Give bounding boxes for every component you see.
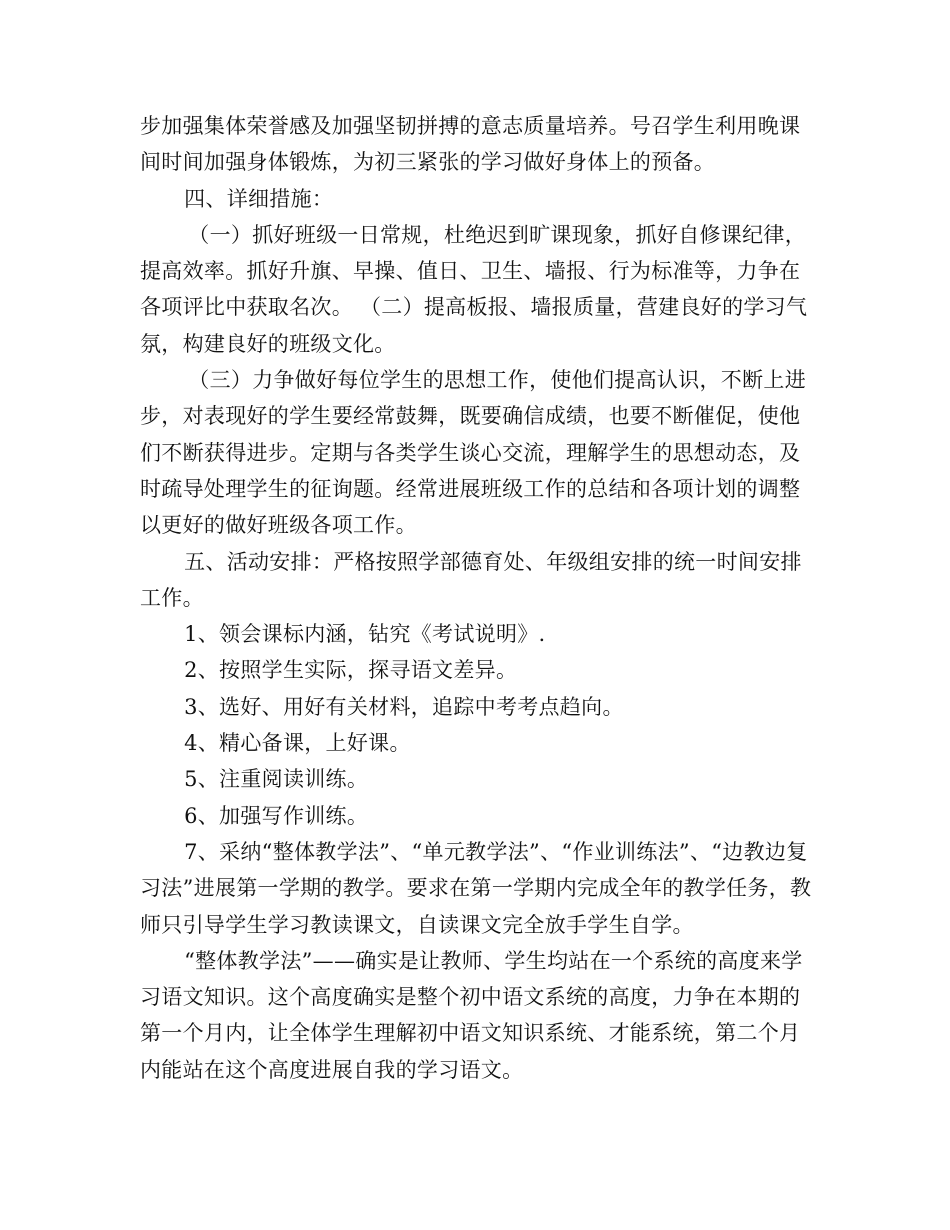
list-item-6: 6、加强写作训练。: [184, 803, 369, 828]
list-item-3: 3、选好、用好有关材料，追踪中考考点趋向。: [184, 694, 624, 719]
list-item-4: 4、精心备课，上好课。: [184, 731, 411, 756]
paragraph-continued: 步加强集体荣誉感及加强坚韧拼搏的意志质量培养。号召学生利用晚课间时间加强身体锻炼，为初三紧张的学习做好身体上的预备。: [140, 114, 801, 175]
heading-measures: 四、详细措施：: [184, 186, 334, 211]
document-body: [140, 108, 812, 1088]
list-item-2: 2、按照学生实际，探寻语文差异。: [184, 658, 518, 683]
list-item-5: 5、注重阅读训练。: [184, 767, 369, 792]
heading-activities: 五、活动安排：严格按照学部德育处、年级组安排的统一时间安排工作。: [140, 549, 802, 610]
paragraph-measure-1-2: （一）抓好班级一日常规，杜绝迟到旷课现象，抓好自修课纪律，提高效率。抓好升旗、早操、值日、卫生、墙报、行为标准等，力争在各项评比中获取名次。 （二）提高板报、墙报质量，营建良好的学习气氛，构建良好的班级文化。: [140, 222, 808, 356]
paragraph-whole-teaching: “整体教学法”——确实是让教师、学生均站在一个系统的高度来学习语文知识。这个高度确实是整个初中语文系统的高度，力争在本期的第一个月内，让全体学生理解初中语文知识系统、才能系统，第二个月内能站在这个高度进展自我的学习语文。: [140, 948, 803, 1082]
list-item-7: 7、采纳“整体教学法”、“单元教学法”、“作业训练法”、“边教边复习法”进展第一学期的教学。要求在第一学期内完成全年的教学任务，教师只引导学生学习教读课文，自读课文完全放手学生自学。: [140, 839, 812, 937]
list-item-1: 1、领会课标内涵，钻究《考试说明》.: [184, 622, 546, 647]
paragraph-measure-3: （三）力争做好每位学生的思想工作，使他们提高认识，不断上进步，对表现好的学生要经常鼓舞，既要确信成绩，也要不断催促，使他们不断获得进步。定期与各类学生谈心交流，理解学生的思想动态，及时疏导处理学生的征询题。经常进展班级工作的总结和各项计划的调整以更好的做好班级各项工作。: [140, 368, 806, 538]
